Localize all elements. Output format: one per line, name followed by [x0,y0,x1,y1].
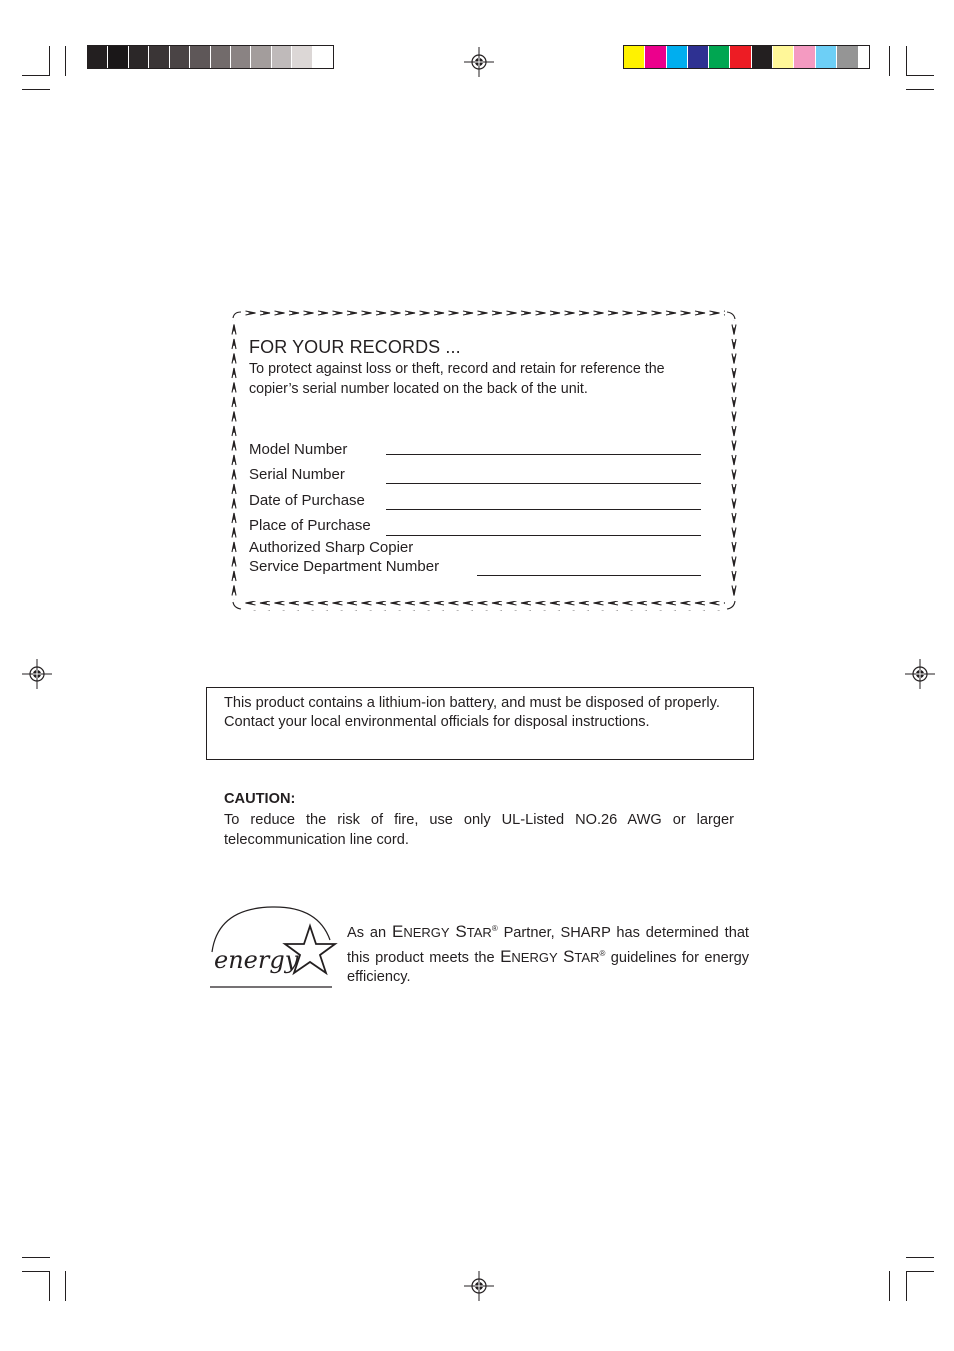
energy-e-rest-2: NERGY [511,949,558,965]
grayscale-swatch [190,46,210,68]
caution-text: To reduce the risk of fire, use only UL-Listed NO.26 AWG or larger telecommunication line cord. [224,812,734,848]
model-number-label: Model Number [249,441,348,458]
color-swatch [794,46,815,68]
date-of-purchase-label: Date of Purchase [249,492,365,509]
serial-number-label: Serial Number [249,466,345,483]
color-swatch [837,46,858,68]
grayscale-calibration-bar [87,45,334,69]
color-swatch [773,46,794,68]
energy-s-rest-1: TAR [466,925,492,940]
grayscale-swatch [170,46,190,68]
date-of-purchase-line [386,509,701,510]
registered-mark-1: ® [491,924,498,933]
place-of-purchase-line [386,535,701,536]
color-swatch [688,46,709,68]
grayscale-swatch [211,46,231,68]
color-swatch [645,46,666,68]
grayscale-swatch [129,46,149,68]
color-swatch [816,46,837,68]
battery-notice-line1: This product contains a lithium-ion battery, and must be disposed of properly. [224,695,720,711]
serial-number-line [386,483,701,484]
service-department-line [477,575,701,576]
service-department-label-line1: Authorized Sharp Copier [249,539,414,556]
energy-prefix: As an [347,925,387,941]
color-swatch [624,46,645,68]
registered-mark-2: ® [599,948,606,958]
registration-mark-top [464,47,494,77]
battery-notice-text [224,694,734,732]
energy-e-rest-1: NERGY [403,925,450,940]
color-swatch [709,46,730,68]
battery-notice-line2: Contact your local environmental officials for disposal instructions. [224,714,650,730]
color-swatch [730,46,751,68]
grayscale-swatch [88,46,108,68]
grayscale-swatch [149,46,169,68]
energy-e-cap-2: E [500,946,512,966]
grayscale-swatch [231,46,251,68]
model-number-line [386,454,701,455]
service-department-label-line2: Service Department Number [249,558,440,575]
color-calibration-bar [623,45,870,69]
grayscale-swatch [292,46,312,68]
energy-s-cap-1: S [455,922,467,941]
registration-mark-left [22,659,52,689]
energy-s-cap-2: S [563,946,575,966]
registration-mark-right [905,659,935,689]
energy-mid: Partner, SHARP has determined that this product meets the [347,925,749,966]
energy-star-logo [206,904,338,990]
grayscale-swatch [272,46,292,68]
energy-s-rest-2: TAR [574,949,600,965]
energy-suffix: guidelines for energy efficiency. [347,949,749,985]
energy-e-cap-1: E [391,922,404,941]
grayscale-swatch [251,46,271,68]
caution-title: CAUTION: [224,791,296,807]
energy-star-statement [347,919,749,988]
color-swatch [667,46,688,68]
records-title: FOR YOUR RECORDS ... [249,337,461,357]
place-of-purchase-label: Place of Purchase [249,517,371,534]
records-intro: To protect against loss or theft, record and retain for reference the copier’s serial number located on the back of the unit. [249,361,665,397]
grayscale-swatch [108,46,128,68]
grayscale-swatch [313,46,333,68]
color-swatch [752,46,773,68]
svg-text:energy: energy [214,946,299,974]
registration-mark-bottom [464,1271,494,1301]
